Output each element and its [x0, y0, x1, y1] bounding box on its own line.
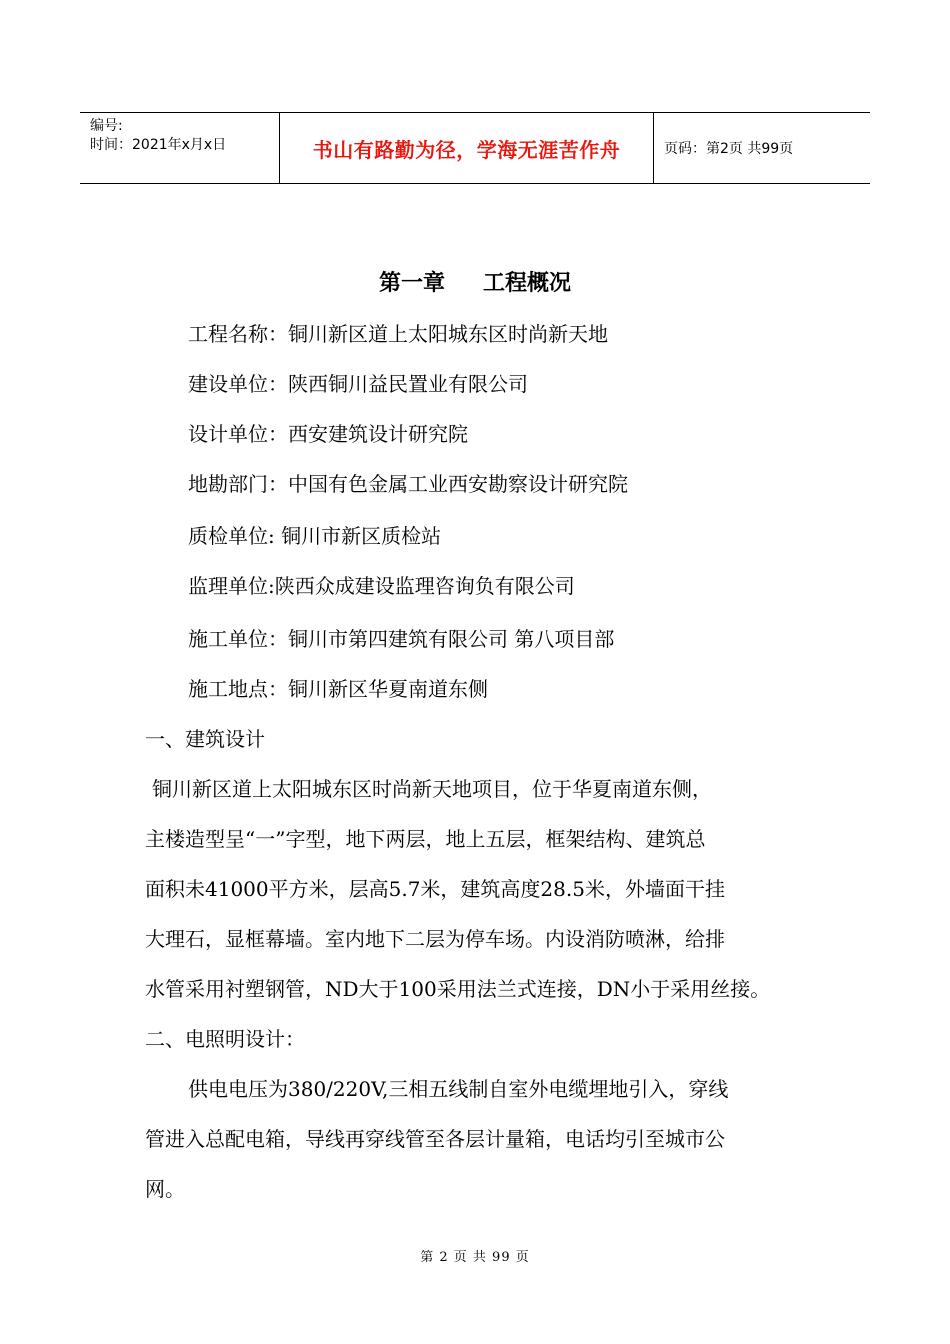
- info-project-name: 工程名称：铜川新区道上太阳城东区时尚新天地: [188, 322, 608, 346]
- paragraph-line: 水管采用衬塑钢管，ND大于100采用法兰式连接，DN小于采用丝接。: [145, 977, 771, 1001]
- paragraph-line: 大理石，显框幕墙。室内地下二层为停车场。内设消防喷淋，给排: [145, 927, 725, 951]
- chapter-number: 第一章: [378, 271, 445, 296]
- info-survey-dept: 地勘部门：中国有色金属工业西安勘察设计研究院: [188, 472, 628, 496]
- time-label: 时间：2021年x月x日: [90, 137, 227, 153]
- paragraph-line: 铜川新区道上太阳城东区时尚新天地项目，位于华夏南道东侧，: [152, 777, 712, 801]
- section-architecture-heading: 一、建筑设计: [145, 727, 265, 751]
- header-page-label: 页码：第2页 共99页: [664, 141, 794, 157]
- header-meta: [80, 113, 280, 183]
- page-footer: 第 2 页 共 99 页: [420, 1250, 530, 1265]
- paragraph-line: 管进入总配电箱，导线再穿线管至各层计量箱，电话均引至城市公: [145, 1127, 725, 1151]
- info-design-unit: 设计单位：西安建筑设计研究院: [188, 422, 468, 446]
- paragraph-line: 供电电压为380/220V,三相五线制自室外电缆埋地引入，穿线: [188, 1077, 729, 1101]
- info-construction-unit: 建设单位：陕西铜川益民置业有限公司: [188, 372, 528, 396]
- paragraph-line: 主楼造型呈“一”字型，地下两层，地上五层，框架结构、建筑总: [145, 827, 706, 851]
- chapter-title: 工程概况: [483, 271, 572, 296]
- code-label: 编号:: [90, 118, 123, 134]
- section-electrical-heading: 二、电照明设计：: [145, 1027, 305, 1051]
- info-supervision-unit: 监理单位:陕西众成建设监理咨询负有限公司: [188, 574, 575, 598]
- info-builder-unit: 施工单位：铜川市第四建筑有限公司 第八项目部: [188, 627, 615, 651]
- chapter-heading: [0, 266, 950, 297]
- page-header: [80, 112, 870, 184]
- header-motto: 书山有路勤为径，学海无涯苦作舟: [280, 113, 654, 183]
- paragraph-line: 网。: [145, 1177, 185, 1201]
- info-quality-unit: 质检单位: 铜川市新区质检站: [188, 524, 442, 548]
- info-site-location: 施工地点：铜川新区华夏南道东侧: [188, 677, 488, 701]
- paragraph-line: 面积未41000平方米，层高5.7米，建筑高度28.5米，外墙面干挂: [145, 877, 725, 901]
